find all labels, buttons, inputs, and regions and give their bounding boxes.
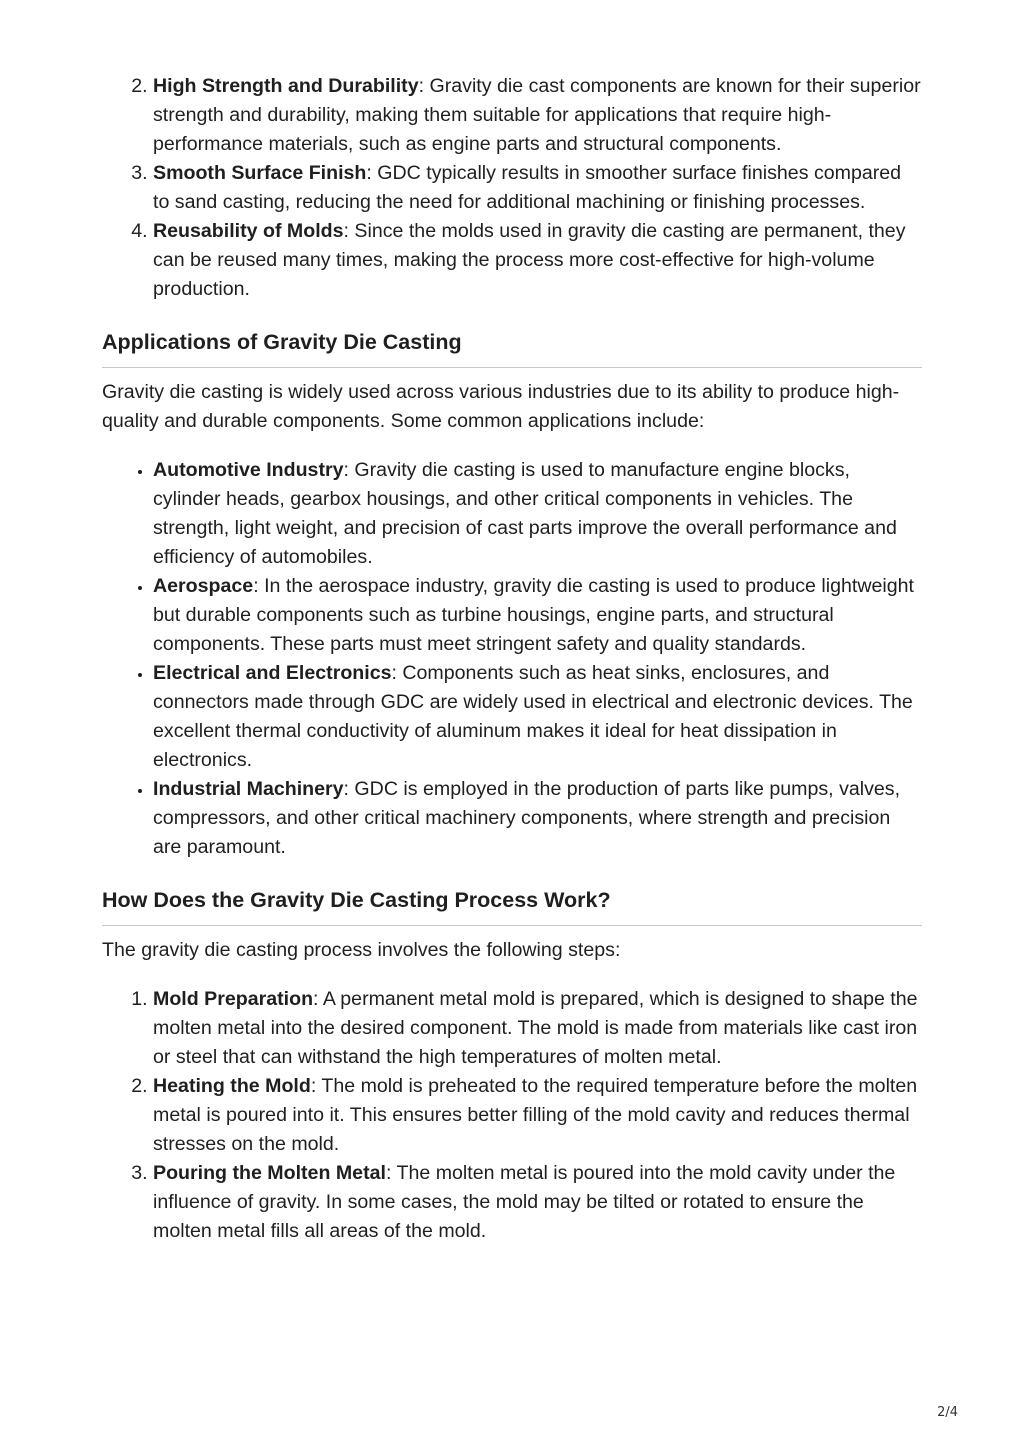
- list-item-text: : Gravity die casting is used to manufacture engine blocks, cylinder heads, gearbox housings, and other critical components in vehicles. The strength, light weight, and precision of cast parts improve the overall performance and efficiency of automobiles.: [153, 459, 897, 568]
- process-heading: How Does the Gravity Die Casting Process Work?: [102, 886, 922, 926]
- list-item-term: Aerospace: [153, 575, 254, 597]
- list-item-term: High Strength and Durability: [153, 75, 419, 97]
- list-item-term: Mold Preparation: [153, 988, 314, 1010]
- page-number: 2/4: [937, 1405, 958, 1420]
- list-item-term: Reusability of Molds: [153, 220, 344, 242]
- list-item-term: Heating the Mold: [153, 1075, 311, 1097]
- list-item: [153, 775, 922, 862]
- list-item-text: : The mold is preheated to the required temperature before the molten metal is poured into it. This ensures better filling of the mold cavity and reduces thermal stresses on the mold.: [153, 1075, 918, 1155]
- list-item: [153, 1159, 922, 1246]
- list-item-text: : Components such as heat sinks, enclosures, and connectors made through GDC are widely used in electrical and electronic devices. The excellent thermal conductivity of aluminum makes it ideal for heat dissipation in electronics.: [153, 662, 913, 771]
- list-item-text: : A permanent metal mold is prepared, which is designed to shape the molten metal into the desired component. The mold is made from materials like cast iron or steel that can withstand the high temperatures of molten metal.: [153, 988, 918, 1068]
- list-item: [153, 659, 922, 775]
- list-item-term: Automotive Industry: [153, 459, 344, 481]
- process-intro: The gravity die casting process involves the following steps:: [102, 939, 621, 961]
- list-item-text: : GDC is employed in the production of parts like pumps, valves, compressors, and other critical machinery components, where strength and precision are paramount.: [153, 778, 901, 858]
- list-item: [153, 572, 922, 659]
- list-item-term: Pouring the Molten Metal: [153, 1162, 386, 1184]
- applications-heading: Applications of Gravity Die Casting: [102, 328, 922, 368]
- list-item-text: : GDC typically results in smoother surface finishes compared to sand casting, reducing the need for additional machining or finishing processes.: [153, 162, 902, 213]
- list-item: [153, 456, 922, 572]
- list-item-term: Industrial Machinery: [153, 778, 344, 800]
- article-content: [102, 72, 922, 1246]
- list-item: [153, 217, 922, 304]
- advantages-list: [102, 72, 922, 304]
- list-item-text: : In the aerospace industry, gravity die casting is used to produce lightweight but durable components such as turbine housings, engine parts, and structural components. These parts must meet stringent safety and quality standards.: [153, 575, 914, 655]
- list-item: [153, 159, 922, 217]
- list-item-text: : Gravity die cast components are known for their superior strength and durability, making them suitable for applications that require high-performance materials, such as engine parts and structural components.: [153, 75, 921, 155]
- list-item-term: Smooth Surface Finish: [153, 162, 367, 184]
- applications-list: [102, 456, 922, 862]
- process-steps-list: [102, 985, 922, 1246]
- list-item-text: : The molten metal is poured into the mold cavity under the influence of gravity. In some cases, the mold may be tilted or rotated to ensure the molten metal fills all areas of the mold.: [153, 1162, 896, 1242]
- applications-intro: Gravity die casting is widely used across various industries due to its ability to produce high-quality and durable components. Some common applications include:: [102, 381, 900, 432]
- list-item: [153, 72, 922, 159]
- list-item: [153, 1072, 922, 1159]
- list-item-text: : Since the molds used in gravity die casting are permanent, they can be reused many times, making the process more cost-effective for high-volume production.: [153, 220, 906, 300]
- list-item: [153, 985, 922, 1072]
- list-item-term: Electrical and Electronics: [153, 662, 392, 684]
